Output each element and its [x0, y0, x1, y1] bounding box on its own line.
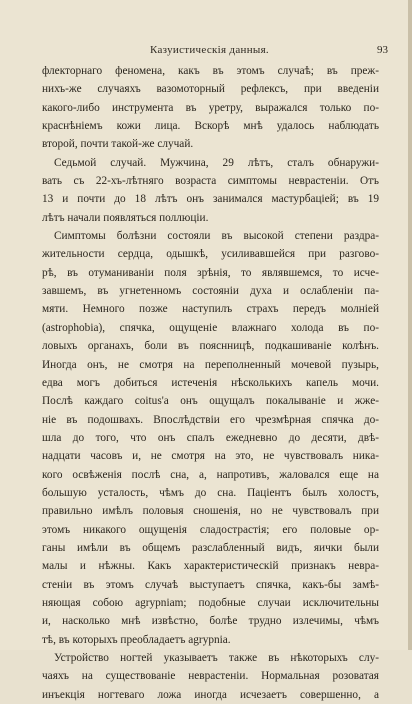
running-title: Казуистическія данныя.: [150, 44, 269, 56]
text-line: Иногда онъ, не смотря на переполненный мочевой пузырь,: [42, 358, 379, 371]
text-line: Устройство ногтей указываетъ также въ нѣкоторыхъ слу-: [54, 652, 379, 664]
running-header: [70, 44, 392, 58]
text-line: флекторнаго феномена, какъ въ этомъ случаѣ; въ преж-: [42, 65, 379, 77]
text-line: кого освѣженія послѣ сна, а, напротивъ, жаловался еще на: [42, 468, 379, 481]
text-line: Седьмой случай. Мужчина, 29 лѣтъ, сталъ обнаружи-: [54, 156, 379, 169]
text-line: ловыхъ органахъ, боли въ пояснницѣ, подкашиваніе колѣнъ.: [42, 340, 379, 353]
text-line: вать съ 22-хъ-лѣтняго возраста симптомы неврастеніи. Отъ: [42, 175, 379, 188]
text-line: и, насколько мнѣ извѣстно, болѣе трудно излечимы, чѣмъ: [42, 615, 379, 628]
body-text: [42, 62, 379, 704]
text-line: завшемъ, въ угнетенномъ состояніи духа и ослабленіи па-: [42, 285, 379, 298]
text-line: какого-либо инструмента въ уретру, выражался только по-: [42, 101, 379, 114]
text-line: ганы имѣли въ общемъ разслабленный видъ, яички были: [42, 541, 379, 554]
text-line: (astrophobia), спячка, ощущеніе влажнаго холода въ по-: [42, 321, 379, 334]
text-line: надцати часовъ и, не смотря на это, не чувствовалъ ника-: [42, 450, 379, 463]
text-line: 13 и почти до 18 лѣтъ онъ занимался мастурбаціей; въ 19: [42, 193, 379, 206]
text-line: второй, почти такой-же случай.: [42, 138, 194, 151]
text-line: ніе въ подошвахъ. Впослѣдствіи его чрезмѣрная спячка до-: [42, 413, 379, 426]
text-line: шла до того, что онъ спалъ ежедневно до десяти, двѣ-: [42, 431, 379, 444]
text-line: этомъ никакого ощущенія сладострастія; его половые ор-: [42, 523, 379, 536]
text-line: малы и нѣжны. Какъ характеристическій признакъ неврa-: [42, 560, 379, 573]
text-line: Послѣ каждаго coitus'а онъ ощущалъ покалываніе и жже-: [42, 395, 379, 408]
text-line: Симптомы болѣзни состояли въ высокой степени раздра-: [54, 230, 379, 243]
text-line: мяти. Немного позже наступилъ страхъ передъ молніей: [42, 303, 379, 316]
text-line: краснѣніемъ кожи лица. Вскорѣ мнѣ удалось наблюдать: [42, 120, 379, 133]
page-number: 93: [377, 44, 388, 56]
text-line: инъекція ногтеваго ложа иногда исчезаетъ совершенно, а: [42, 688, 379, 701]
text-line: жительности сердца, одышкѣ, усиливавшейся при разгово-: [42, 248, 379, 261]
text-line: рѣ, въ отуманиваніи поля зрѣнія, то являвшемся, то исче-: [42, 266, 379, 279]
text-line: тѣ, въ которыхъ преобладаетъ agrypnia.: [42, 633, 231, 646]
text-line: лѣтъ начали появляться поллюціи.: [42, 211, 209, 224]
text-line: нихъ-же случаяхъ вазомоторный рефлексъ, при введеніи: [42, 83, 379, 96]
text-line: едва могъ добиться истеченія нѣсколькихъ капель мочи.: [42, 376, 379, 389]
text-line: стеніи въ этомъ случаѣ выступаетъ спячка, какъ-бы замѣ-: [42, 578, 379, 591]
text-line: большую усталость, чѣмъ до сна. Паціентъ былъ холостъ,: [42, 486, 379, 499]
text-line: няющая собою agrypniam; подобные случаи исключительны: [42, 596, 379, 609]
text-line: чаяхъ на существованіе неврастеніи. Нормальная розоватая: [42, 670, 379, 683]
text-line: правильно имѣлъ половыя сношенія, но не чувствовалъ при: [42, 505, 379, 518]
